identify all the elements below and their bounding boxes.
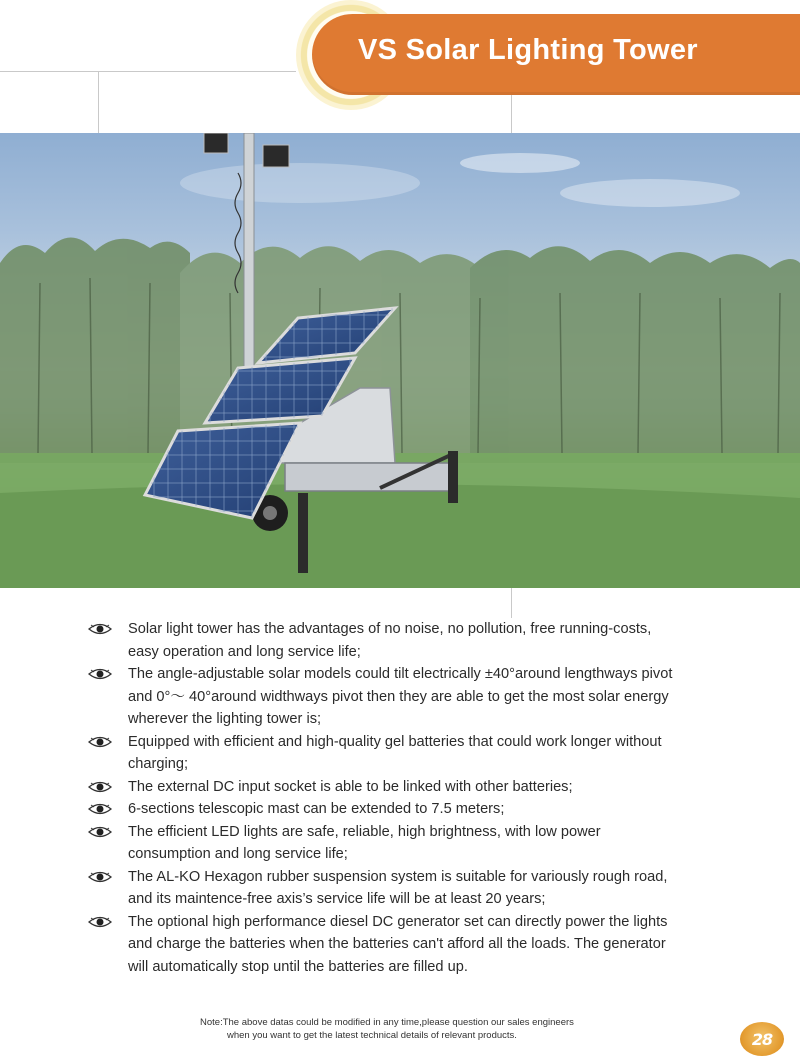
feature-text-line: The AL-KO Hexagon rubber suspension system is suitable for variously rough road, [128,868,668,885]
feature-text-line: Equipped with efficient and high-quality gel batteries that could work longer without [128,733,662,750]
feature-text-line: consumption and long service life; [128,846,348,862]
eye-bullet-icon [88,667,112,681]
feature-text-line: and charge the batteries when the batteries can't afford all the loads. The generator [128,936,666,952]
guide-line-center-vertical [511,95,512,133]
feature-text-line: The optional high performance diesel DC generator set can directly power the lights [128,913,668,930]
feature-text-line: and its maintence-free axis’s service life will be at least 20 years; [128,891,546,907]
eye-bullet-icon [88,870,112,884]
feature-item [88,663,728,731]
feature-item [88,866,728,911]
feature-item [88,911,728,979]
feature-item [88,821,728,866]
footer-note [200,1017,640,1042]
page-number-badge: 28 [740,1022,784,1056]
feature-text-line: and 0°～ 40°around widthways pivot then they are able to get the most solar energy [128,688,669,705]
feature-item [88,798,728,821]
footer-note-line: when you want to get the latest technical details of relevant products. [227,1029,517,1041]
solar-tower-illustration [0,133,800,588]
guide-line-top-left [0,71,296,72]
eye-bullet-icon [88,735,112,749]
eye-bullet-icon [88,622,112,636]
feature-item [88,776,728,799]
feature-text-line: easy operation and long service life; [128,643,361,660]
eye-bullet-icon [88,802,112,816]
footer-note-line: Note:The above datas could be modified in any time,please question our sales engineers [200,1017,574,1028]
feature-text-line: The efficient LED lights are safe, reliable, high brightness, with low power [128,823,601,840]
eye-bullet-icon [88,825,112,839]
feature-text-line: 6-sections telescopic mast can be extended to 7.5 meters; [128,801,505,817]
feature-text-line: The external DC input socket is able to be linked with other batteries; [128,778,573,795]
feature-list [88,618,728,978]
feature-text-line: Solar light tower has the advantages of no noise, no pollution, free running-costs, [128,621,652,637]
solar-tower-photo [0,133,800,588]
feature-text-line: charging; [128,756,189,772]
feature-text-line: will automatically stop until the batteries are filled up. [128,958,468,975]
page-title: VS Solar Lighting Tower [358,34,698,66]
feature-item [88,618,728,663]
guide-line-left-vertical [98,71,99,133]
eye-bullet-icon [88,780,112,794]
feature-item [88,731,728,776]
feature-text-line: The angle-adjustable solar models could tilt electrically ±40°around lengthways pivot [128,666,673,682]
guide-line-center-vertical-bottom [511,588,512,618]
eye-bullet-icon [88,915,112,929]
feature-text-line: wherever the lighting tower is; [128,711,322,727]
